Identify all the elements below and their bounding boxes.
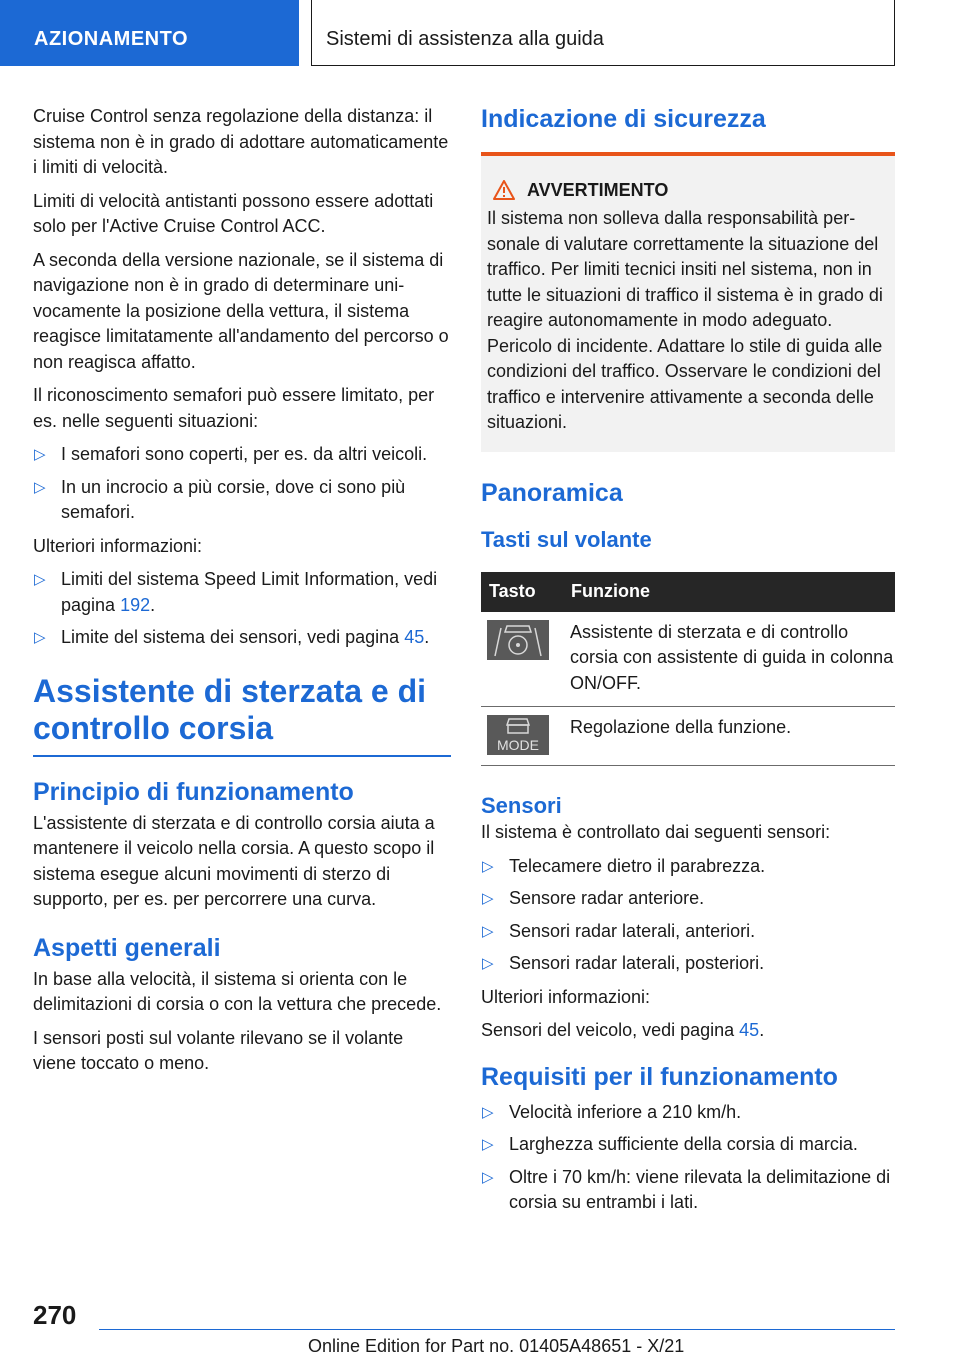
section-heading-general: Aspetti generali (33, 933, 221, 962)
list-item: ▷ Larghezza sufficiente della corsia di marcia. (481, 1132, 895, 1158)
paragraph: I sensori posti sul volante rilevano se il volante viene toccato o meno. (33, 1027, 404, 1073)
table-header-row (481, 572, 895, 612)
page-link-192[interactable]: 192 (120, 594, 151, 615)
list-item: ▷ Limite del sistema dei sensori, vedi pagina 45. (33, 625, 451, 651)
list-item: ▷ Oltre i 70 km/h: viene rilevata la delimitazione di corsia su entrambi i lati. (482, 1166, 891, 1212)
bullet-triangle-icon: ▷ (482, 1136, 494, 1153)
paragraph: A seconda della versione nazionale, se il sistema di navigazione non è in grado di determinare univocamente la posizione della vettura, il sistema reagisce limitatamente all'andamento del percorso o non reagisca affatto. (33, 249, 449, 372)
requirements-list (481, 1100, 895, 1216)
paragraph: Limiti di velocità antistanti possono essere adottati solo per l'Active Cruise Control ACC. (33, 190, 434, 236)
key-cell (481, 707, 563, 766)
bullet-triangle-icon: ▷ (34, 478, 46, 496)
more-info-label: Ulteriori informazioni: (481, 986, 651, 1007)
lane-assist-steering-wheel-icon (487, 620, 549, 660)
page-number: 270 (33, 1300, 77, 1330)
list-item: ▷ Sensori radar laterali, anteriori. (481, 919, 895, 945)
list-item: ▷ Limiti del sistema Speed Limit Information, vedi pagina 192. (34, 569, 438, 615)
paragraph: In base alla velocità, il sistema si orienta con le delimitazioni di corsia o con la vettura che precede. (33, 968, 442, 1014)
section-heading-requirements: Requisiti per il funzionamento (481, 1062, 838, 1091)
list-item: ▷ Telecamere dietro il parabrezza. (481, 854, 895, 880)
chapter-heading: Assistente di sterzata e di controllo corsia (33, 672, 427, 746)
section-heading-principle: Principio di funzionamento (33, 777, 354, 806)
heading-divider (33, 755, 451, 757)
bullet-triangle-icon: ▷ (482, 857, 494, 875)
chapter-title: Sistemi di assistenza alla guida (326, 28, 604, 50)
chapter-tab (311, 0, 895, 66)
warning-triangle-icon (493, 180, 515, 200)
bullet-triangle-icon: ▷ (482, 1103, 494, 1121)
bullet-triangle-icon: ▷ (34, 446, 46, 463)
paragraph: Cruise Control senza regolazione della distanza: il sistema non è in grado di adottare automaticamente i limiti di velocità. (33, 106, 449, 177)
warning-box (481, 156, 895, 452)
left-column (33, 104, 451, 1085)
right-column (481, 104, 895, 1224)
bullet-triangle-icon: ▷ (34, 629, 46, 646)
section-title: AZIONAMENTO (34, 28, 189, 50)
bullet-triangle-icon: ▷ (482, 955, 494, 972)
mode-button-icon (487, 715, 549, 755)
bullet-triangle-icon: ▷ (482, 890, 494, 907)
section-heading-safety: Indicazione di sicurezza (481, 105, 766, 133)
bullet-triangle-icon: ▷ (34, 571, 46, 588)
subheading-buttons: Tasti sul volante (481, 526, 652, 552)
function-cell: Assistente di sterzata e di controllo corsia con assistente di guida in colonna ON/OFF. (563, 612, 895, 707)
list-item: ▷ Velocità inferiore a 210 km/h. (481, 1100, 895, 1126)
list-item: ▷ Sensore radar anteriore. (481, 886, 895, 912)
more-info-label: Ulteriori informazioni: (33, 535, 203, 556)
column-header-key: Tasto (481, 572, 563, 612)
section-tab (0, 0, 299, 66)
table-row (481, 612, 895, 707)
list-item: ▷ Sensori radar laterali, posteriori. (481, 951, 895, 977)
bullet-triangle-icon: ▷ (482, 1168, 494, 1186)
function-cell: Regolazione della funzione. (563, 707, 895, 766)
paragraph: Il sistema è controllato dai seguenti sensori: (481, 822, 831, 842)
paragraph: Il riconoscimento semafori può essere limitato, per es. nelle seguenti situazioni: (33, 385, 435, 431)
traffic-light-limits-list (33, 442, 451, 526)
warning-title: AVVERTIMENTO (487, 178, 889, 202)
bullet-triangle-icon: ▷ (482, 922, 494, 940)
edition-text: Online Edition for Part no. 01405A48651 - X/21 (308, 1336, 685, 1356)
buttons-table (481, 572, 895, 767)
page-link-45[interactable]: 45 (739, 1020, 760, 1040)
key-cell (481, 612, 563, 707)
sensors-list (481, 854, 895, 977)
list-item: ▷ I semafori sono coperti, per es. da altri veicoli. (33, 442, 451, 468)
warning-text: Il sistema non solleva dalla responsabilità personale di valutare correttamente la situazione del traffico. Per limiti tecnici insiti nel sistema, non in tutte le situazioni di traffico il sistema è in grado di reagire autonomamente in modo adeguato. Pericolo di incidente. Adattare lo stile di guida alle condizioni del traffico. Osservare le condizioni del traffico e intervenire attivamente a seconda delle situazioni. (487, 208, 883, 432)
paragraph: Sensori del veicolo, vedi pagina 45. (481, 1020, 765, 1040)
subheading-sensors: Sensori (481, 793, 562, 818)
paragraph: L'assistente di sterzata e di controllo corsia aiuta a mantenere il veicolo nella corsia. A questo scopo il sistema esegue alcuni movimenti di sterzo di supporto, per es. per percorrere una curva. (33, 812, 435, 909)
section-heading-overview: Panoramica (481, 478, 623, 507)
table-row (481, 707, 895, 766)
column-header-function: Funzione (563, 572, 895, 612)
mode-label: MODE (497, 737, 539, 753)
footer-divider (99, 1329, 895, 1330)
more-info-list (33, 567, 451, 651)
list-item: ▷ In un incrocio a più corsie, dove ci sono più semafori. (34, 476, 406, 522)
page-link-45[interactable]: 45 (404, 627, 425, 647)
